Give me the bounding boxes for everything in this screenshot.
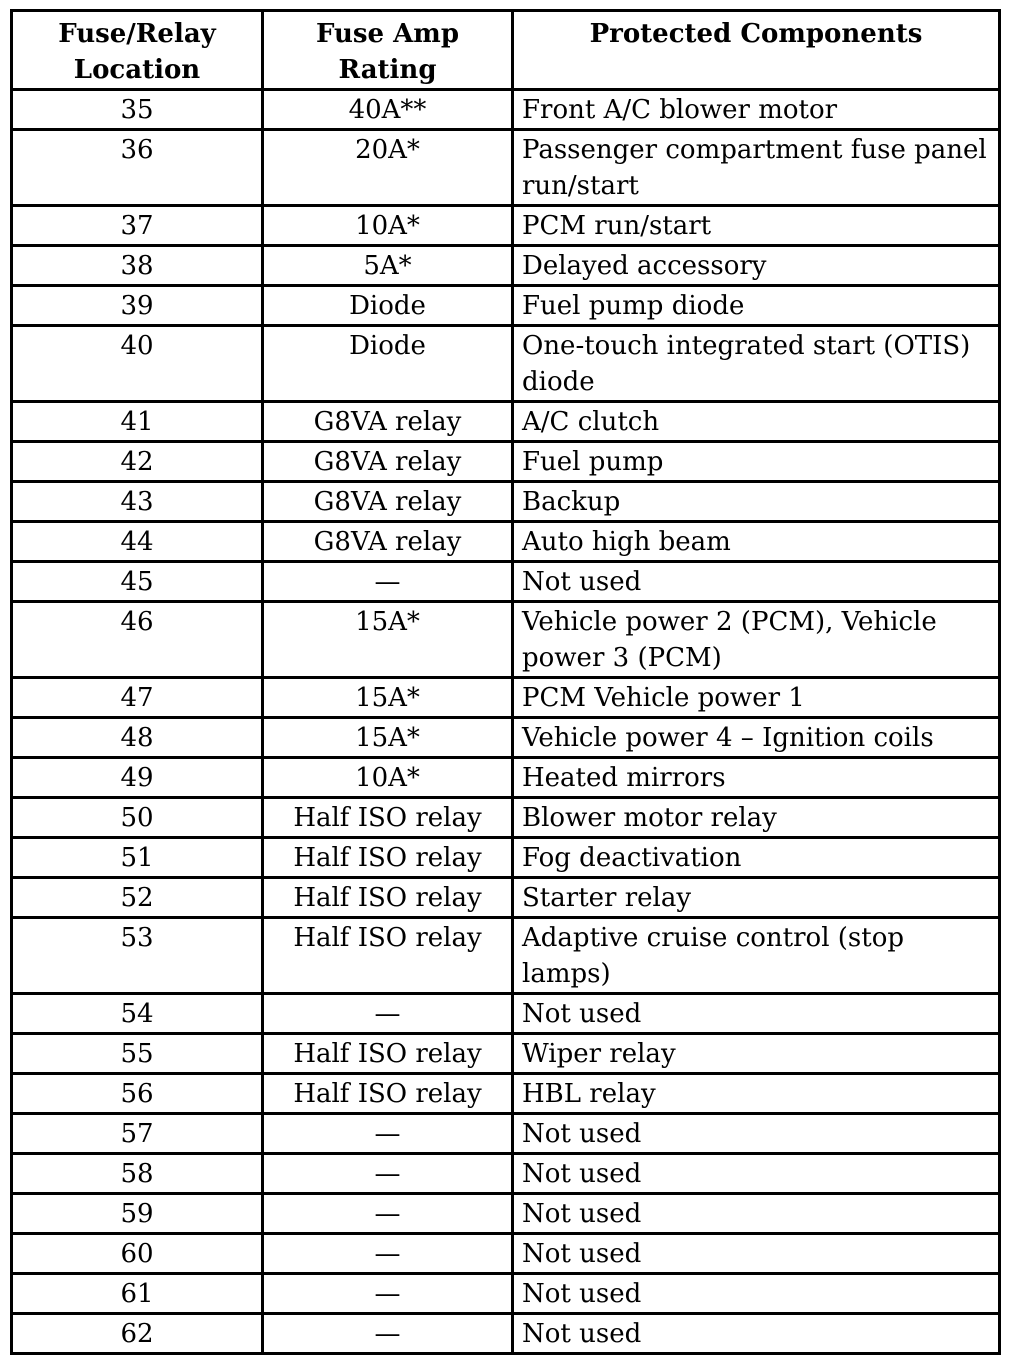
- table-row: [12, 678, 1000, 718]
- cell-amp-rating: Half ISO relay: [263, 918, 513, 994]
- cell-protected-components: Blower motor relay: [513, 798, 1000, 838]
- cell-amp-rating: —: [263, 994, 513, 1034]
- table-header: [12, 11, 1000, 90]
- cell-protected-components: Fuel pump: [513, 442, 1000, 482]
- table-row: [12, 798, 1000, 838]
- cell-amp-rating: —: [263, 1274, 513, 1314]
- cell-location: 39: [12, 286, 263, 326]
- table-row: [12, 90, 1000, 130]
- cell-location: 40: [12, 326, 263, 402]
- cell-amp-rating: —: [263, 1194, 513, 1234]
- header-amp-line-1: Fuse Amp: [316, 19, 459, 49]
- cell-protected-components: Fog deactivation: [513, 838, 1000, 878]
- table-row: [12, 130, 1000, 206]
- fuse-relay-table: [10, 9, 1001, 1355]
- cell-amp-rating: 10A*: [263, 206, 513, 246]
- cell-location: 44: [12, 522, 263, 562]
- cell-amp-rating: Half ISO relay: [263, 878, 513, 918]
- cell-protected-components: Not used: [513, 1274, 1000, 1314]
- cell-protected-components: Passenger compartment fuse panel run/start: [513, 130, 1000, 206]
- cell-amp-rating: —: [263, 1234, 513, 1274]
- cell-amp-rating: Diode: [263, 286, 513, 326]
- cell-location: 59: [12, 1194, 263, 1234]
- table-row: [12, 522, 1000, 562]
- cell-amp-rating: 40A**: [263, 90, 513, 130]
- header-amp-rating: [263, 11, 513, 90]
- cell-location: 61: [12, 1274, 263, 1314]
- table-row: [12, 326, 1000, 402]
- cell-location: 54: [12, 994, 263, 1034]
- cell-amp-rating: 10A*: [263, 758, 513, 798]
- cell-amp-rating: G8VA relay: [263, 522, 513, 562]
- cell-amp-rating: —: [263, 562, 513, 602]
- cell-amp-rating: Half ISO relay: [263, 1034, 513, 1074]
- cell-location: 50: [12, 798, 263, 838]
- cell-location: 38: [12, 246, 263, 286]
- header-row: [12, 11, 1000, 90]
- cell-protected-components: Wiper relay: [513, 1034, 1000, 1074]
- cell-amp-rating: 15A*: [263, 718, 513, 758]
- cell-amp-rating: 5A*: [263, 246, 513, 286]
- table-row: [12, 758, 1000, 798]
- cell-protected-components: Starter relay: [513, 878, 1000, 918]
- table-row: [12, 562, 1000, 602]
- table-row: [12, 442, 1000, 482]
- header-location-line-1: Fuse/Relay: [58, 19, 216, 49]
- header-location-line-2: Location: [73, 55, 201, 85]
- cell-location: 58: [12, 1154, 263, 1194]
- table-row: [12, 482, 1000, 522]
- cell-location: 56: [12, 1074, 263, 1114]
- table-row: [12, 838, 1000, 878]
- table-row: [12, 1314, 1000, 1354]
- cell-location: 46: [12, 602, 263, 678]
- table-row: [12, 1074, 1000, 1114]
- cell-location: 48: [12, 718, 263, 758]
- cell-amp-rating: —: [263, 1114, 513, 1154]
- header-amp-line-2: Rating: [338, 55, 437, 85]
- cell-protected-components: Not used: [513, 994, 1000, 1034]
- cell-protected-components: Fuel pump diode: [513, 286, 1000, 326]
- cell-protected-components: Front A/C blower motor: [513, 90, 1000, 130]
- cell-location: 35: [12, 90, 263, 130]
- table-row: [12, 1154, 1000, 1194]
- cell-protected-components: Vehicle power 2 (PCM), Vehicle power 3 (PCM): [513, 602, 1000, 678]
- cell-protected-components: Not used: [513, 1194, 1000, 1234]
- table-row: [12, 1234, 1000, 1274]
- cell-location: 42: [12, 442, 263, 482]
- table-row: [12, 246, 1000, 286]
- cell-protected-components: One-touch integrated start (OTIS) diode: [513, 326, 1000, 402]
- cell-amp-rating: Half ISO relay: [263, 798, 513, 838]
- header-components: Protected Components: [513, 11, 1000, 90]
- cell-protected-components: Auto high beam: [513, 522, 1000, 562]
- cell-location: 55: [12, 1034, 263, 1074]
- cell-protected-components: Backup: [513, 482, 1000, 522]
- cell-location: 52: [12, 878, 263, 918]
- cell-amp-rating: G8VA relay: [263, 402, 513, 442]
- cell-location: 60: [12, 1234, 263, 1274]
- cell-location: 49: [12, 758, 263, 798]
- cell-protected-components: Delayed accessory: [513, 246, 1000, 286]
- cell-amp-rating: 15A*: [263, 678, 513, 718]
- cell-amp-rating: —: [263, 1314, 513, 1354]
- cell-protected-components: Vehicle power 4 – Ignition coils: [513, 718, 1000, 758]
- cell-amp-rating: 20A*: [263, 130, 513, 206]
- cell-protected-components: PCM Vehicle power 1: [513, 678, 1000, 718]
- cell-location: 36: [12, 130, 263, 206]
- cell-location: 45: [12, 562, 263, 602]
- cell-location: 37: [12, 206, 263, 246]
- table-row: [12, 994, 1000, 1034]
- table-row: [12, 918, 1000, 994]
- cell-amp-rating: Half ISO relay: [263, 838, 513, 878]
- cell-location: 57: [12, 1114, 263, 1154]
- cell-location: 47: [12, 678, 263, 718]
- cell-amp-rating: 15A*: [263, 602, 513, 678]
- cell-protected-components: Not used: [513, 1154, 1000, 1194]
- table-body: [12, 90, 1000, 1354]
- table-row: [12, 878, 1000, 918]
- header-location: [12, 11, 263, 90]
- cell-protected-components: Adaptive cruise control (stop lamps): [513, 918, 1000, 994]
- cell-protected-components: Not used: [513, 1314, 1000, 1354]
- cell-location: 43: [12, 482, 263, 522]
- cell-protected-components: Heated mirrors: [513, 758, 1000, 798]
- cell-location: 53: [12, 918, 263, 994]
- cell-protected-components: PCM run/start: [513, 206, 1000, 246]
- table-row: [12, 1034, 1000, 1074]
- cell-protected-components: Not used: [513, 562, 1000, 602]
- cell-amp-rating: Half ISO relay: [263, 1074, 513, 1114]
- cell-protected-components: A/C clutch: [513, 402, 1000, 442]
- cell-amp-rating: G8VA relay: [263, 442, 513, 482]
- table-row: [12, 402, 1000, 442]
- cell-protected-components: Not used: [513, 1234, 1000, 1274]
- table-row: [12, 602, 1000, 678]
- table-row: [12, 286, 1000, 326]
- cell-location: 51: [12, 838, 263, 878]
- cell-amp-rating: G8VA relay: [263, 482, 513, 522]
- table-row: [12, 718, 1000, 758]
- cell-protected-components: Not used: [513, 1114, 1000, 1154]
- cell-amp-rating: Diode: [263, 326, 513, 402]
- table-row: [12, 1114, 1000, 1154]
- cell-location: 41: [12, 402, 263, 442]
- table-row: [12, 206, 1000, 246]
- cell-protected-components: HBL relay: [513, 1074, 1000, 1114]
- cell-location: 62: [12, 1314, 263, 1354]
- cell-amp-rating: —: [263, 1154, 513, 1194]
- table-row: [12, 1274, 1000, 1314]
- table-row: [12, 1194, 1000, 1234]
